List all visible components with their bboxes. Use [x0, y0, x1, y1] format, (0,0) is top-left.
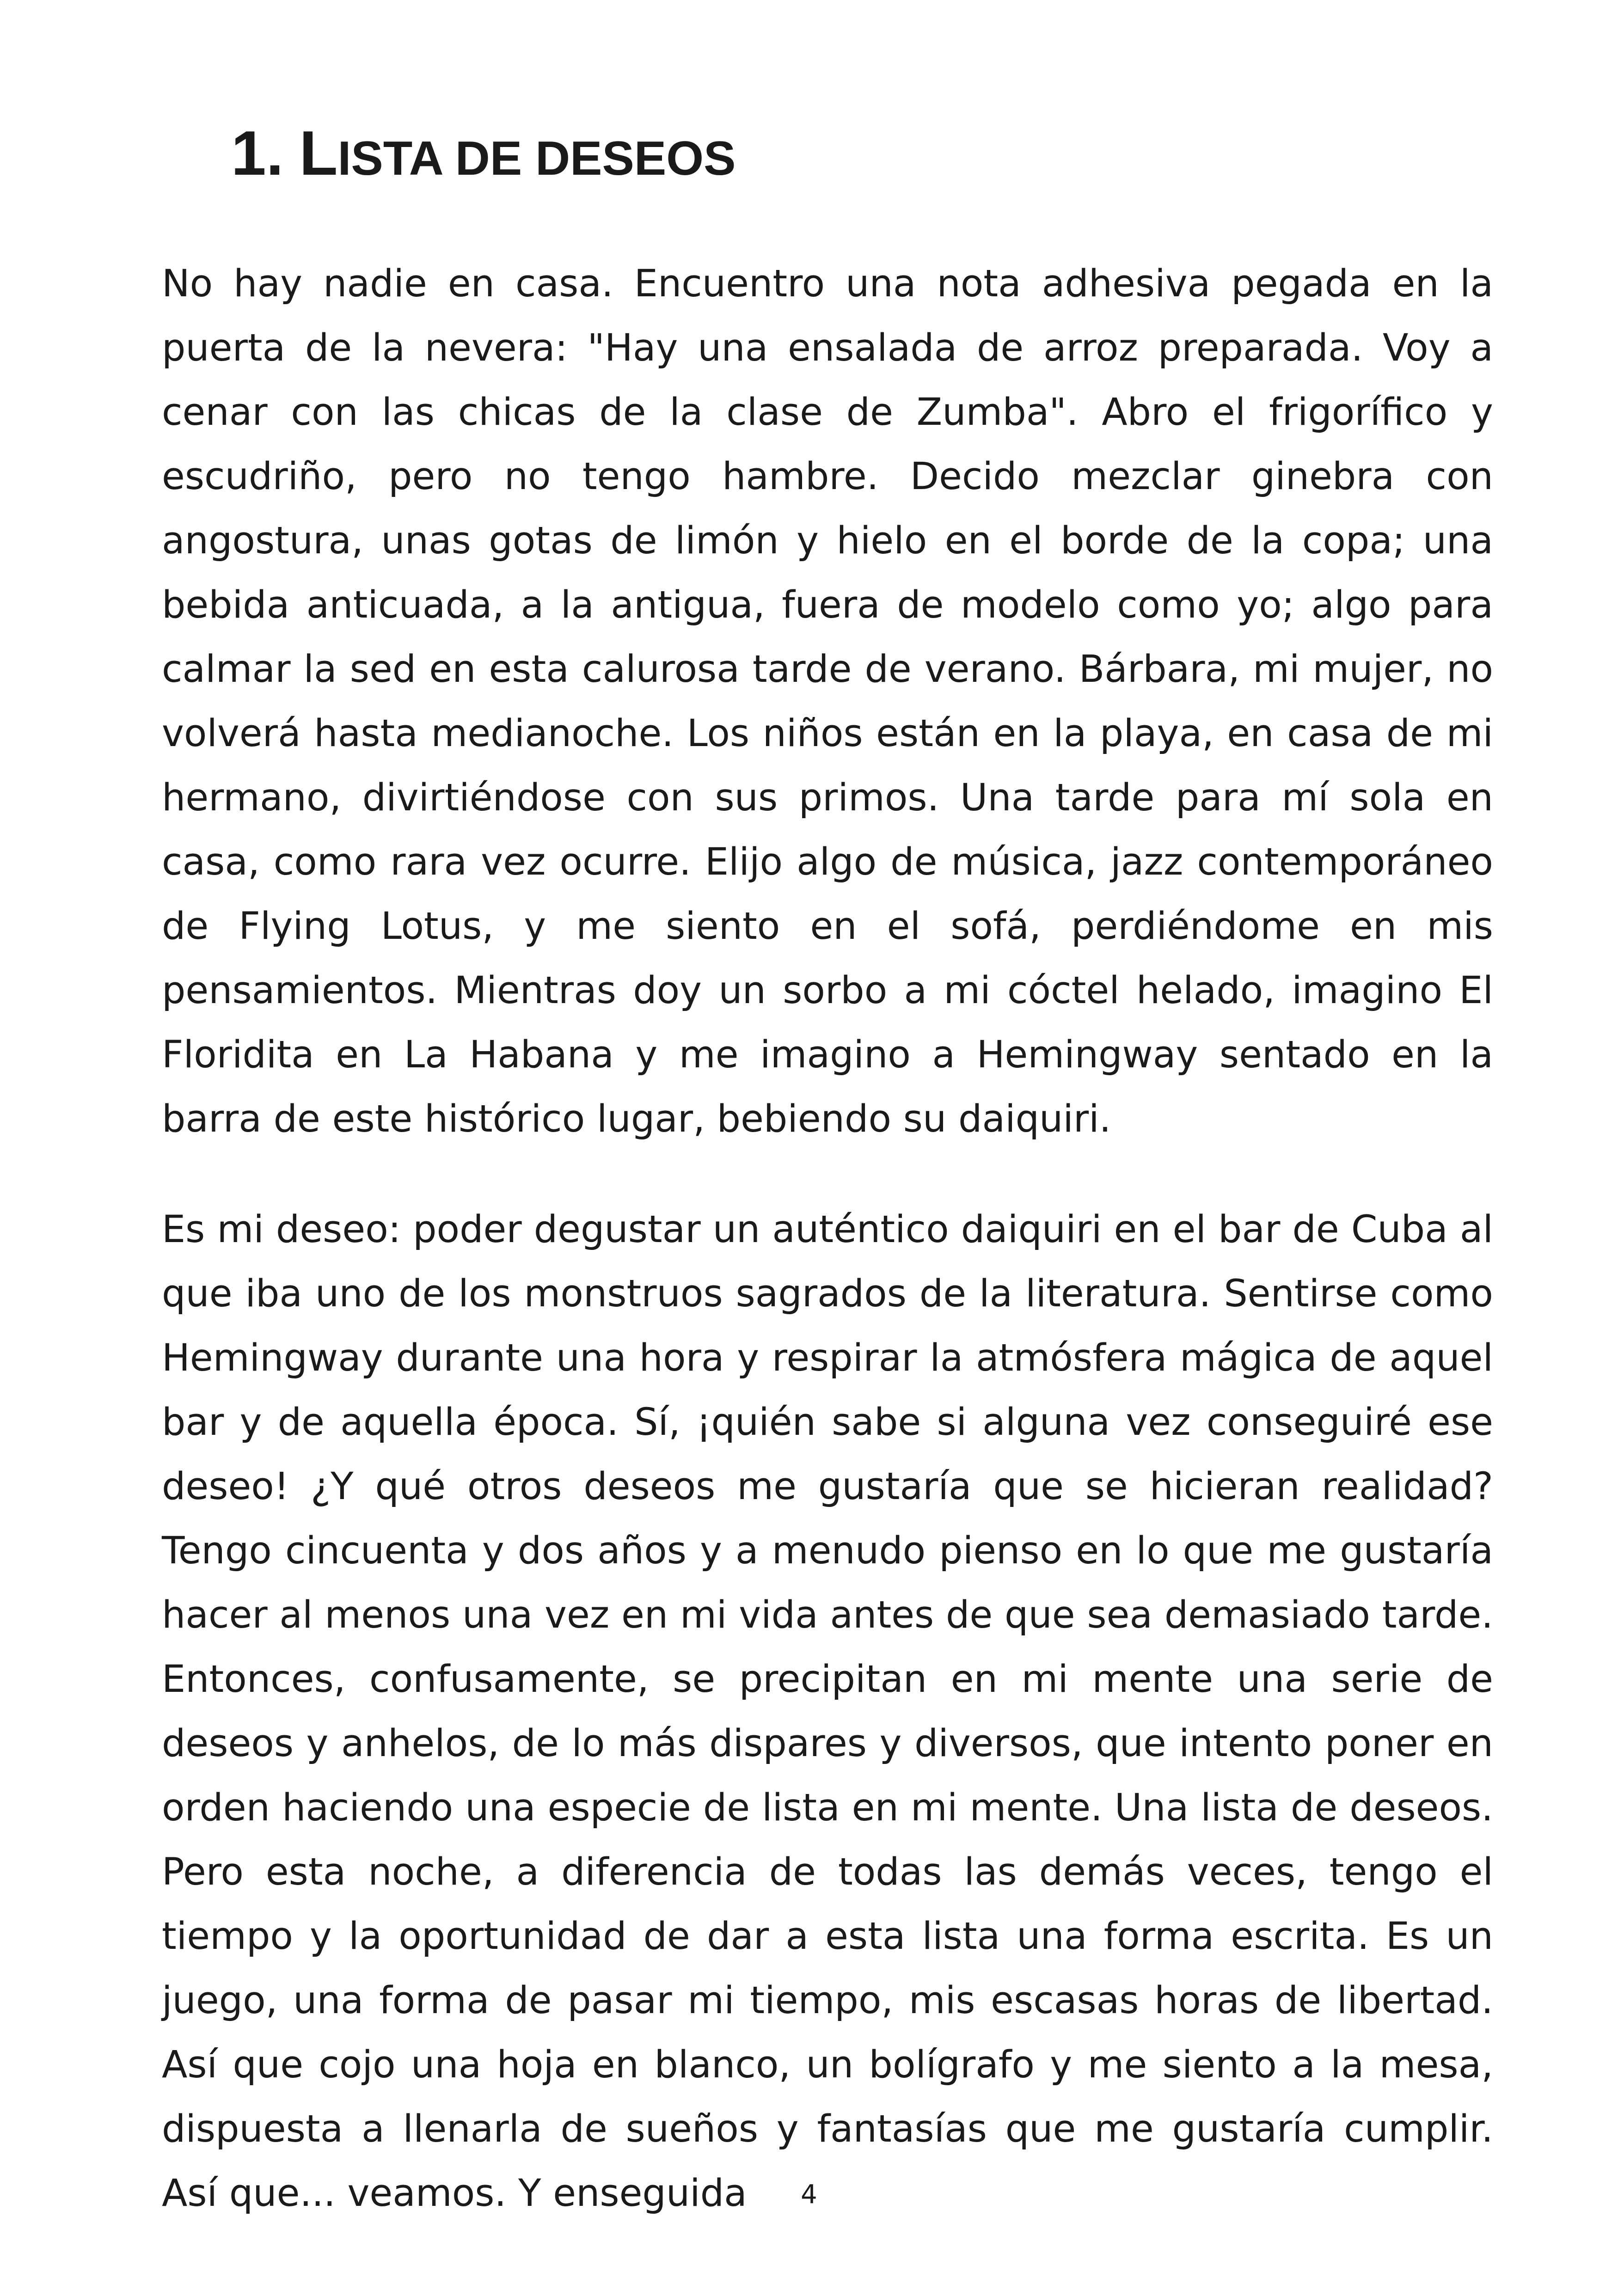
- paragraph-1: No hay nadie en casa. Encuentro una nota adhesiva pegada en la puerta de la nevera: "Hay una ensalada de arroz preparada. Voy a cenar con las chicas de la clase de Zumba". Abro el frigorífico y escudriño, pero no tengo hambre. Decido mezclar ginebra con angostura, unas gotas de limón y hielo en el borde de la copa; una bebida anticuada, a la antigua, fuera de modelo como yo; algo para calmar la sed en esta calurosa tarde de verano. Bárbara, mi mujer, no volverá hasta medianoche. Los niños están en la playa, en casa de mi hermano, divirtiéndose con sus primos. Una tarde para mí sola en casa, como rara vez ocurre. Elijo algo de música, jazz contemporáneo de Flying Lotus, y me siento en el sofá, perdiéndome en mis pensamientos. Mientras doy un sorbo a mi cóctel helado, imagino El Floridita en La Habana y me imagino a Hemingway sentado en la barra de este histórico lugar, bebiendo su daiquiri.: [162, 262, 1493, 1141]
- chapter-title-rest: ISTA DE DESEOS: [337, 132, 736, 185]
- chapter-title-initial: L: [299, 118, 338, 188]
- paragraph-2: Es mi deseo: poder degustar un auténtico daiquiri en el bar de Cuba al que iba uno de los monstruos sagrados de la literatura. Sentirse como Hemingway durante una hora y respirar la atmósfera mágica de aquel bar y de aquella época. Sí, ¡quién sabe si alguna vez conseguiré ese deseo! ¿Y qué otros deseos me gustaría que se hicieran realidad? Tengo cincuenta y dos años y a menudo pienso en lo que me gustaría hacer al menos una vez en mi vida antes de que sea demasiado tarde. Entonces, confusamente, se precipitan en mi mente una serie de deseos y anhelos, de lo más dispares y diversos, que intento poner en orden haciendo una especie de lista en mi mente. Una lista de deseos. Pero esta noche, a diferencia de todas las demás veces, tengo el tiempo y la oportunidad de dar a esta lista una forma escrita. Es un juego, una forma de pasar mi tiempo, mis escasas horas de libertad. Así que cojo una hoja en blanco, un bolígrafo y me siento a la mesa, dispuesta a llenarla de sueños y fantasías que me gustaría cumplir. Así que... veamos. Y enseguida: [162, 1208, 1493, 2215]
- chapter-number: 1.: [231, 118, 284, 188]
- chapter-heading: [231, 116, 736, 191]
- page-number: 4: [801, 2180, 817, 2210]
- body-text: [162, 252, 1493, 2272]
